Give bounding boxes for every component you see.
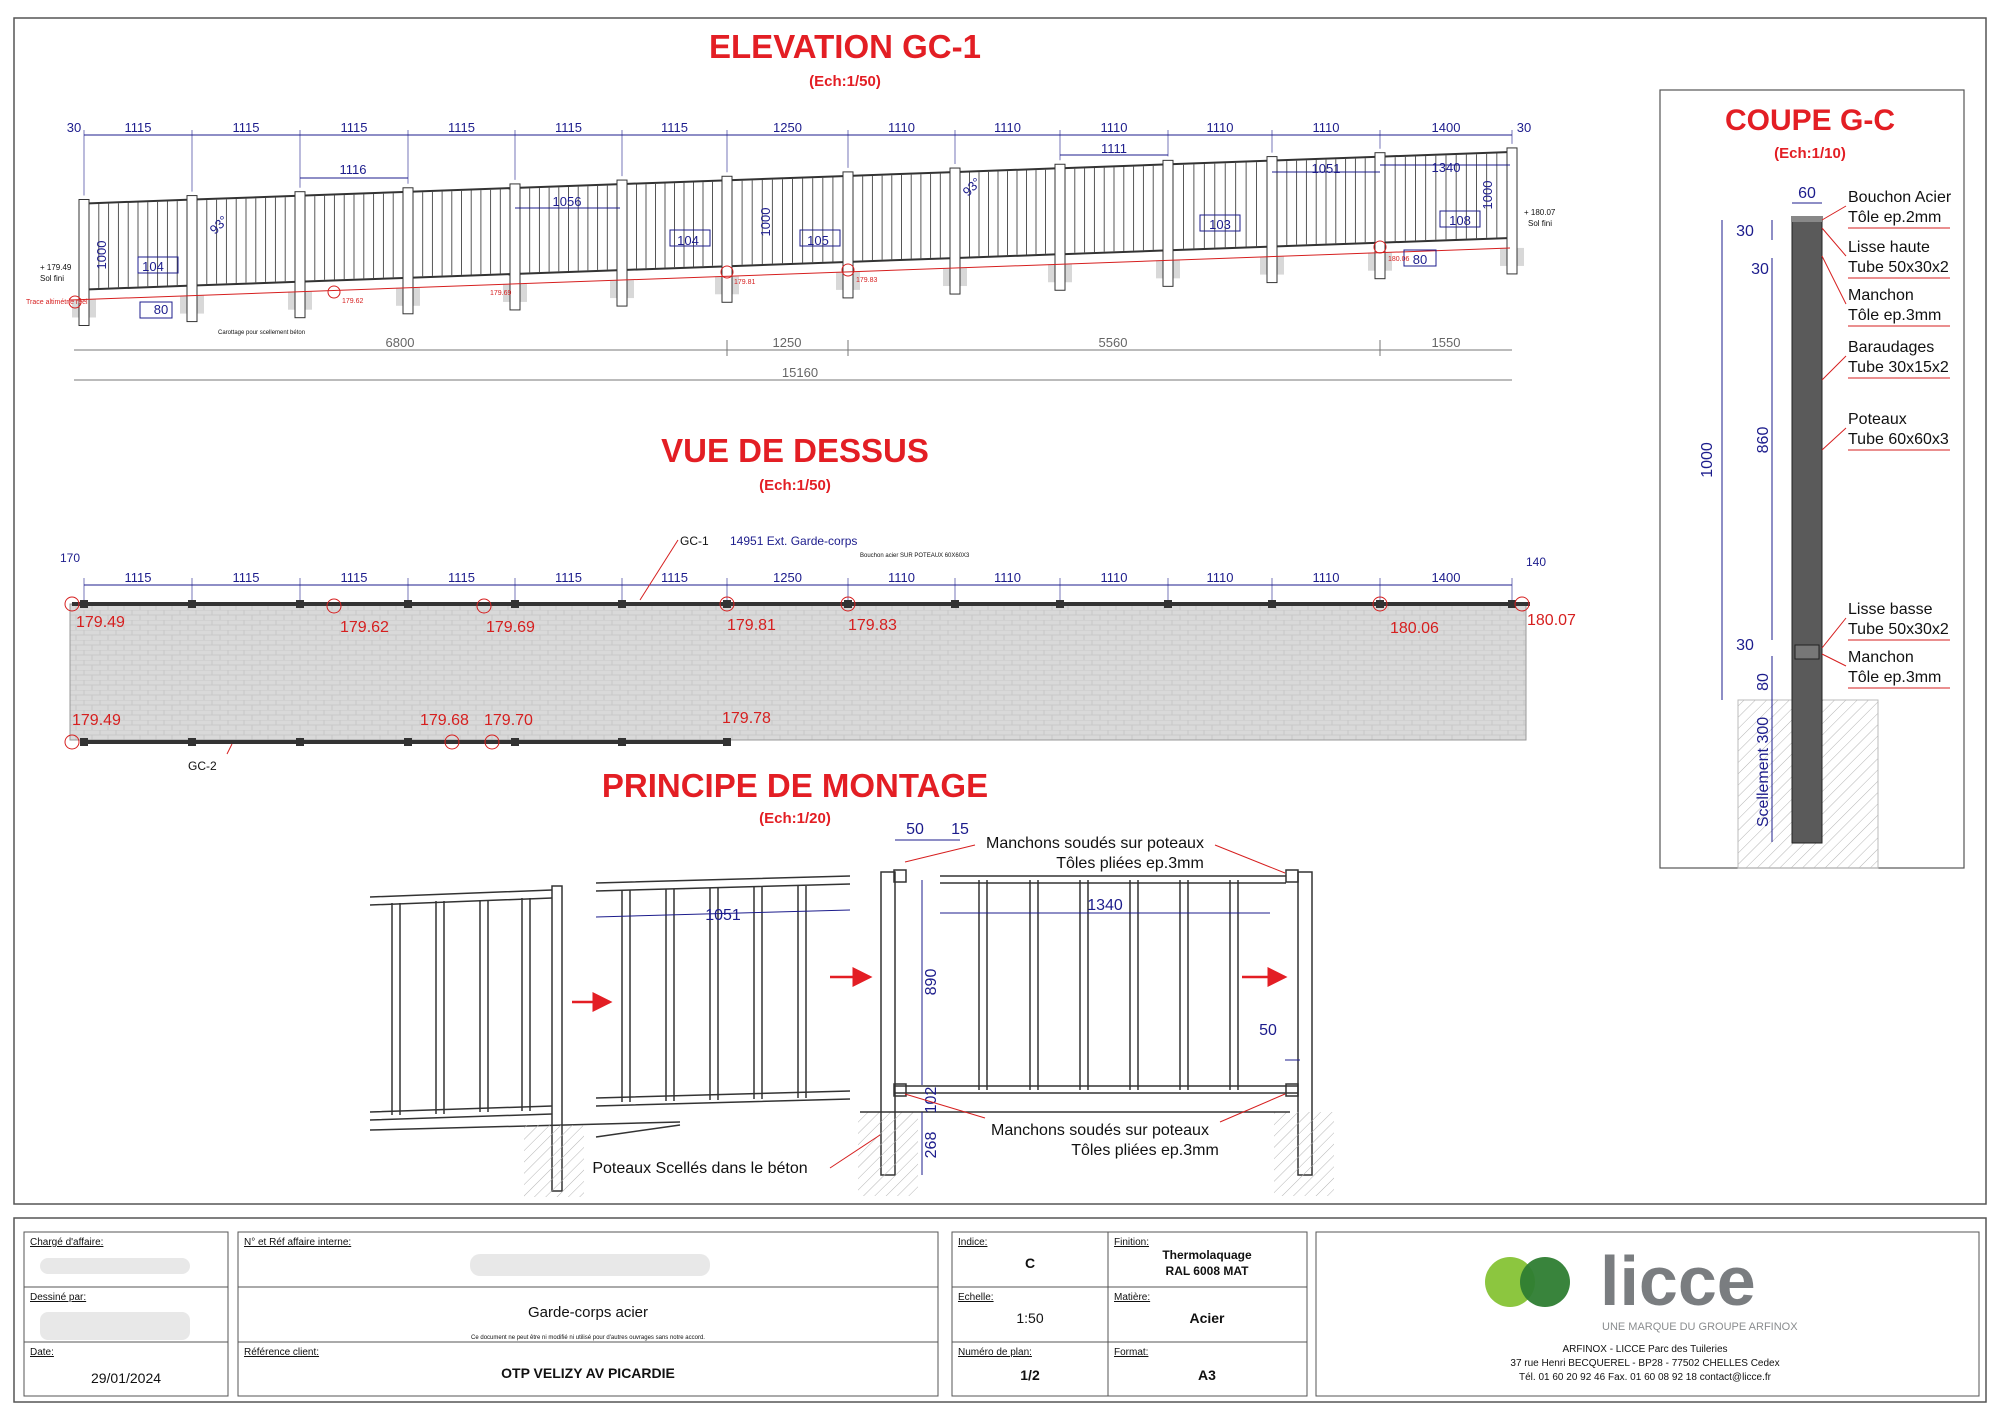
post-marker-gc2 <box>404 738 412 746</box>
elev-level: 179.83 <box>856 277 878 284</box>
small-dim: 80 <box>153 302 169 317</box>
plan-value: 1/2 <box>1020 1367 1040 1383</box>
post-marker <box>296 600 304 608</box>
dim-1051: 1051 <box>705 907 741 924</box>
post-section <box>1792 218 1822 843</box>
redacted-charge <box>40 1258 190 1274</box>
spec-bouchon: Tôle ep.2mm <box>1848 209 1942 226</box>
post-marker-gc2 <box>511 738 519 746</box>
post-marker-gc2 <box>80 738 88 746</box>
logo-circle-dark <box>1520 1257 1570 1307</box>
level-right-sol: Sol fini <box>1528 219 1553 228</box>
gc1-level: 179.49 <box>76 614 125 631</box>
top-dim: 1115 <box>232 120 260 135</box>
assembly-principle <box>370 767 1334 1197</box>
ext-label: 14951 Ext. Garde-corps <box>730 534 858 548</box>
level-right: + 180.07 <box>1524 208 1556 217</box>
post-marker-gc2 <box>618 738 626 746</box>
label-manchon-bas: Manchon <box>1848 649 1914 666</box>
dim-15: 15 <box>951 821 969 838</box>
echelle-label: Echelle: <box>958 1292 994 1303</box>
top-view-dim: 1115 <box>448 570 475 585</box>
cap-section <box>1791 216 1823 222</box>
top-view-dim: 1110 <box>1206 570 1234 585</box>
designation: Garde-corps acier <box>527 1304 649 1321</box>
label-lisse-haute: Lisse haute <box>1848 239 1930 256</box>
top-dim: 1110 <box>1312 120 1340 135</box>
post <box>187 196 197 322</box>
slab-area <box>70 604 1526 740</box>
finition-value-1: Thermolaquage <box>1162 1248 1252 1262</box>
note-toles-top: Tôles pliées ep.3mm <box>1056 855 1204 872</box>
altimetry-note: Trace altimétrie réel <box>26 299 88 306</box>
post-marker <box>618 600 626 608</box>
top-view-scale: (Ech:1/50) <box>759 477 831 494</box>
bottom-dim: 6800 <box>385 335 415 350</box>
gc1-label: GC-1 <box>680 534 709 548</box>
date-value: 29/01/2024 <box>90 1370 162 1386</box>
matiere-value: Acier <box>1189 1310 1225 1326</box>
top-view-dim: 1115 <box>232 570 260 585</box>
gc1-level: 179.81 <box>727 617 776 634</box>
top-view <box>60 432 1576 773</box>
bouchon-note: Bouchon acier SUR POTEAUX 60X60X3 <box>860 553 970 559</box>
dim-30b: 30 <box>1751 261 1769 278</box>
post-marker <box>1056 600 1064 608</box>
top-dim: 1115 <box>555 120 582 135</box>
charge-label: Chargé d'affaire: <box>30 1237 104 1248</box>
section-title: COUPE G-C <box>1724 104 1896 137</box>
label-poteaux: Poteaux <box>1848 411 1907 428</box>
label-baraudages: Baraudages <box>1848 339 1935 356</box>
gc2-level: 179.70 <box>484 712 533 729</box>
top-dim: 1115 <box>340 120 368 135</box>
label-manchon: Manchon <box>1848 287 1914 304</box>
top-dim: 1110 <box>1206 120 1234 135</box>
matiere-label: Matière: <box>1114 1292 1151 1303</box>
gc1-level: 180.06 <box>1390 620 1439 637</box>
spec-baraudages: Tube 30x15x2 <box>1848 359 1949 376</box>
top-view-dim: 1110 <box>1312 570 1340 585</box>
inner-dim: 1340 <box>1431 160 1461 175</box>
top-dim: 1400 <box>1431 120 1461 135</box>
post-marker-gc2 <box>188 738 196 746</box>
spec-lisse-basse: Tube 50x30x2 <box>1848 621 1949 638</box>
post <box>1163 160 1173 286</box>
top-rail <box>732 176 843 180</box>
title-block <box>24 1232 1979 1396</box>
gc1-level: 179.62 <box>340 619 389 636</box>
redacted-dessine <box>40 1312 190 1340</box>
echelle-value: 1:50 <box>1016 1310 1044 1326</box>
dim-890: 890 <box>923 968 940 996</box>
spec-manchon: Tôle ep.3mm <box>1848 307 1942 324</box>
top-dim: 1110 <box>888 120 915 135</box>
lower-rail-section <box>1795 645 1819 659</box>
post <box>1055 164 1065 290</box>
elev-level: 180.06 <box>1388 256 1410 263</box>
brand-tagline: UNE MARQUE DU GROUPE ARFINOX <box>1602 1321 1798 1333</box>
top-view-dim: 1115 <box>340 570 368 585</box>
note-manchons-top: Manchons soudés sur poteaux <box>986 835 1204 852</box>
label-lisse-basse: Lisse basse <box>1848 601 1933 618</box>
format-value: A3 <box>1198 1367 1216 1383</box>
small-dim: 104 <box>142 259 164 274</box>
section-view <box>1660 90 1964 868</box>
plan-label: Numéro de plan: <box>958 1347 1032 1358</box>
top-dim: 30 <box>1516 120 1532 135</box>
note-poteaux-scelles: Poteaux Scellés dans le béton <box>592 1160 808 1177</box>
elev-level: 179.81 <box>734 279 756 286</box>
post <box>403 188 413 314</box>
notice: Ce document ne peut être ni modifié ni utilisé pour d'autres ouvrages sans notre accord. <box>471 1335 705 1341</box>
post <box>722 176 732 302</box>
spec-lisse-haute: Tube 50x30x2 <box>1848 259 1949 276</box>
elevation-ground-line <box>70 248 1510 300</box>
left-dim: 170 <box>60 551 81 565</box>
label-bouchon: Bouchon Acier <box>1848 189 1952 206</box>
top-dim: 30 <box>66 120 82 135</box>
elevation-scale: (Ech:1/50) <box>809 73 881 90</box>
small-dim: 104 <box>677 233 699 248</box>
elev-level: 179.69 <box>490 290 512 297</box>
top-dim: 1115 <box>448 120 475 135</box>
top-dim: 1115 <box>124 120 152 135</box>
post-marker-gc2 <box>723 738 731 746</box>
post <box>617 180 627 306</box>
post-marker <box>723 600 731 608</box>
top-dim: 1250 <box>773 120 802 135</box>
date-label: Date: <box>30 1347 54 1358</box>
post <box>950 168 960 294</box>
level-left-sol: Sol fini <box>40 274 65 283</box>
top-view-dim: 1250 <box>773 570 802 585</box>
gc2-level: 179.78 <box>722 710 771 727</box>
small-dim: 103 <box>1209 217 1231 232</box>
spec-poteaux: Tube 60x60x3 <box>1848 431 1949 448</box>
montage-scale: (Ech:1/20) <box>759 810 831 827</box>
redacted-ref <box>470 1254 710 1276</box>
gc2-label: GC-2 <box>188 759 217 773</box>
brand-logo <box>1485 1242 1798 1333</box>
note-manchons-bottom: Manchons soudés sur poteaux <box>991 1122 1209 1139</box>
height-dim: 1000 <box>758 207 773 237</box>
gc1-level: 179.83 <box>848 617 897 634</box>
top-dim: 1115 <box>661 120 688 135</box>
post <box>1267 157 1277 283</box>
post <box>295 192 305 318</box>
bottom-dim: 1550 <box>1431 335 1461 350</box>
top-view-title: VUE DE DESSUS <box>661 432 929 469</box>
top-view-dim: 1400 <box>1431 570 1461 585</box>
dim-860: 860 <box>1755 426 1772 454</box>
dim-268: 268 <box>923 1131 940 1159</box>
bottom-rail <box>1173 247 1267 250</box>
montage-title: PRINCIPE DE MONTAGE <box>601 767 989 804</box>
post-marker-gc2 <box>296 738 304 746</box>
dim-60: 60 <box>1798 185 1816 202</box>
dim-50a: 50 <box>906 821 924 838</box>
inner-dim: 1116 <box>339 162 367 177</box>
post-marker <box>844 600 852 608</box>
dessine-label: Dessiné par: <box>30 1292 87 1303</box>
finition-label: Finition: <box>1114 1237 1150 1248</box>
dim-scellement: Scellement 300 <box>1755 716 1772 828</box>
post-marker <box>1164 600 1172 608</box>
post-marker <box>1376 600 1384 608</box>
top-view-dim: 1115 <box>555 570 582 585</box>
height-dim: 1000 <box>1480 180 1495 210</box>
post-marker <box>80 600 88 608</box>
indice-label: Indice: <box>958 1237 988 1248</box>
format-label: Format: <box>1114 1347 1149 1358</box>
gc1-level: 179.69 <box>486 619 535 636</box>
montage-panel-1 <box>370 886 680 1197</box>
top-view-dim: 1115 <box>124 570 152 585</box>
post <box>843 172 853 298</box>
small-dim: 108 <box>1449 213 1471 228</box>
elevation-title: ELEVATION GC-1 <box>709 28 981 65</box>
spec-manchon-bas: Tôle ep.3mm <box>1848 669 1942 686</box>
post-marker <box>1268 600 1276 608</box>
top-view-dim: 1110 <box>994 570 1021 585</box>
total-dim: 15160 <box>781 365 819 380</box>
ref-interne-label: N° et Réf affaire interne: <box>244 1237 352 1248</box>
section-labels <box>1848 189 1952 686</box>
right-dim: 140 <box>1526 555 1547 569</box>
address-2: 37 rue Henri BECQUEREL - BP28 - 77502 CHELLES Cedex <box>1510 1358 1780 1369</box>
post-marker <box>188 600 196 608</box>
top-dim: 1110 <box>994 120 1021 135</box>
elev-level: 179.62 <box>342 298 364 305</box>
top-view-dim: 1115 <box>661 570 688 585</box>
bottom-dim: 5560 <box>1098 335 1128 350</box>
dim-80: 80 <box>1755 673 1772 691</box>
ref-client-label: Référence client: <box>244 1347 320 1358</box>
address-1: ARFINOX - LICCE Parc des Tuileries <box>1562 1344 1728 1355</box>
top-view-dim: 1110 <box>888 570 915 585</box>
top-dim: 1110 <box>1100 120 1128 135</box>
finition-value-2: RAL 6008 MAT <box>1165 1264 1249 1278</box>
gc1-rail <box>72 602 1530 606</box>
dim-1340: 1340 <box>1087 897 1123 914</box>
angle-label: 93° <box>959 174 985 200</box>
post-marker <box>511 600 519 608</box>
dim-1000: 1000 <box>1699 442 1716 478</box>
inner-dim: 1051 <box>1311 161 1341 176</box>
small-dim: 80 <box>1412 252 1428 267</box>
small-dim: 105 <box>807 233 829 248</box>
post <box>1507 148 1517 274</box>
elevation-top-dimensions <box>67 120 1531 195</box>
gc2-level: 179.49 <box>72 712 121 729</box>
dim-102: 102 <box>923 1086 940 1114</box>
post-marker <box>951 600 959 608</box>
bottom-dim: 1250 <box>772 335 802 350</box>
address-3: Tél. 01 60 20 92 46 Fax. 01 60 08 92 18 contact@licce.fr <box>1519 1372 1771 1383</box>
logo-text: licce <box>1600 1242 1756 1320</box>
dim-30a: 30 <box>1736 223 1754 240</box>
ref-client-value: OTP VELIZY AV PICARDIE <box>501 1365 675 1381</box>
post <box>79 199 89 325</box>
post-marker <box>404 600 412 608</box>
inner-dim: 1056 <box>552 194 582 209</box>
section-scale: (Ech:1/10) <box>1774 145 1846 162</box>
dim-30c: 30 <box>1736 637 1754 654</box>
angle-label: 93° <box>206 212 232 238</box>
elevation-view <box>26 28 1556 380</box>
bottom-rail <box>732 262 843 266</box>
height-dim: 1000 <box>94 240 109 270</box>
note-toles-bottom: Tôles pliées ep.3mm <box>1071 1142 1219 1159</box>
inner-dim: 1111 <box>1100 141 1128 156</box>
carottage-note: Carottage pour scellement béton <box>218 330 306 336</box>
gc1-level: 180.07 <box>1527 612 1576 629</box>
top-view-dim: 1110 <box>1100 570 1128 585</box>
dim-50b: 50 <box>1259 1022 1277 1039</box>
level-left: + 179.49 <box>40 263 72 272</box>
indice-value: C <box>1024 1255 1036 1271</box>
post <box>510 184 520 310</box>
gc2-level: 179.68 <box>420 712 469 729</box>
top-rail <box>1173 161 1267 164</box>
